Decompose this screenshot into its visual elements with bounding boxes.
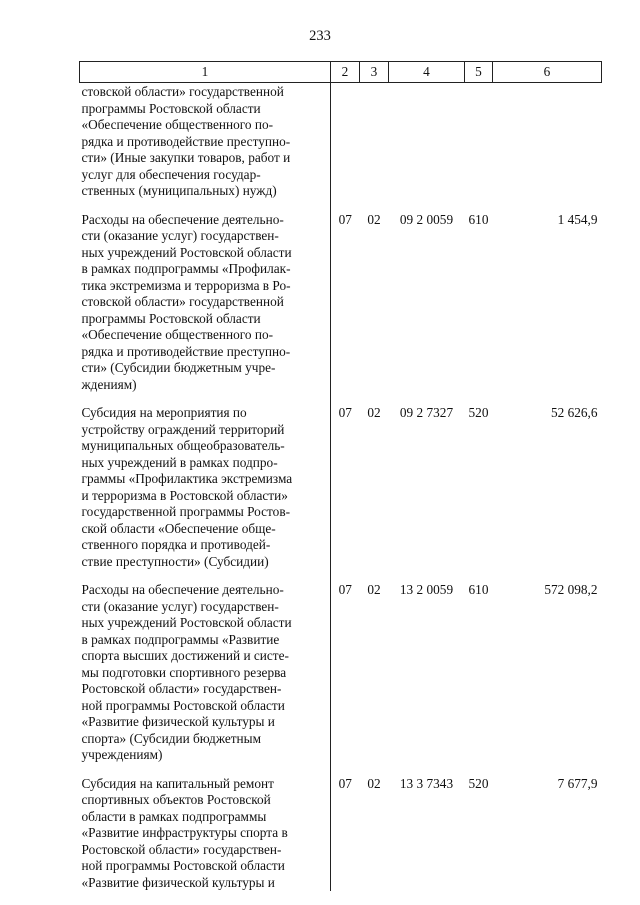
row-description: Субсидия на капитальный ремонт спортивных объектов Ростовской области в рамках подпрограммы «Развитие инфраструктуры спорта в Ростовской области» государствен- ной программы Ростовской области «Развитие физической культуры и [80,764,331,892]
row-target-article: 13 2 0059 [399,582,454,597]
row-description: Расходы на обеспечение деятельно- сти (оказание услуг) государствен- ных учреждений Ростовской области в рамках подпрограммы «Профилак- тика экстремизма и терроризма в Ро- стовской области» государственной программы Ростовской области «Обеспечение общественного по- рядка и противодействие преступно- сти» (Субсидии бюджетным учре- ждениям) [80,200,331,394]
row-expense-type: 520 [468,775,489,791]
table-row [80,200,602,394]
row-section: 07 [338,405,352,420]
row-target-article: 09 2 0059 [399,211,454,227]
row-subsection: 02 [367,405,381,420]
header-col-6: 6 [493,62,602,83]
row-amount: 572 098,2 [544,582,598,597]
row-target-article: 13 3 7343 [399,775,454,791]
row-amount: 52 626,6 [550,405,598,420]
budget-table [79,61,602,891]
row-expense-type: 520 [468,405,489,420]
row-expense-type [465,83,493,200]
row-description: Субсидия на мероприятия по устройству ограждений территорий муниципальных общеобразователь- ных учреждений в рамках подпро- граммы «Профилактика экстремизма и терроризма в Ростовской области» государственной программы Ростов- ской области «Обеспечение обще- ственного порядка и противодей- ствие преступности» (Субсидии) [80,393,331,570]
table-row [80,570,602,764]
row-target-article: 09 2 7327 [399,405,454,420]
row-target-article [389,83,465,200]
row-section: 07 [338,582,352,597]
table-header-row [80,62,602,83]
row-amount [493,83,602,200]
header-col-5: 5 [465,62,493,83]
header-col-2: 2 [331,62,360,83]
page-number: 233 [309,28,331,44]
table-row [80,764,602,892]
row-amount: 1 454,9 [557,211,598,227]
row-section [331,83,360,200]
row-subsection [360,83,389,200]
row-description: стовской области» государственной программы Ростовской области «Обеспечение общественного по- рядка и противодействие преступно- сти» (Иные закупки товаров, работ и услуг для обеспечения государ- ственных (муниципальных) нужд) [80,83,331,200]
header-col-4: 4 [389,62,465,83]
table-row [80,83,602,200]
row-amount: 7 677,9 [557,775,598,791]
row-section: 07 [338,211,352,227]
row-subsection: 02 [367,775,381,791]
row-description: Расходы на обеспечение деятельно- сти (оказание услуг) государствен- ных учреждений Ростовской области в рамках подпрограммы «Развитие спорта высших достижений и систе- мы подготовки спортивного резерва Ростовской области» государствен- ной программы Ростовской области «Развитие физической культуры и спорта» (Субсидии бюджетным учреждениям) [80,570,331,764]
header-col-3: 3 [360,62,389,83]
row-subsection: 02 [367,582,381,597]
header-col-1: 1 [80,62,331,83]
table-row [80,393,602,570]
row-expense-type: 610 [468,211,489,227]
row-subsection: 02 [367,211,381,227]
row-section: 07 [338,775,352,791]
row-expense-type: 610 [468,582,489,597]
